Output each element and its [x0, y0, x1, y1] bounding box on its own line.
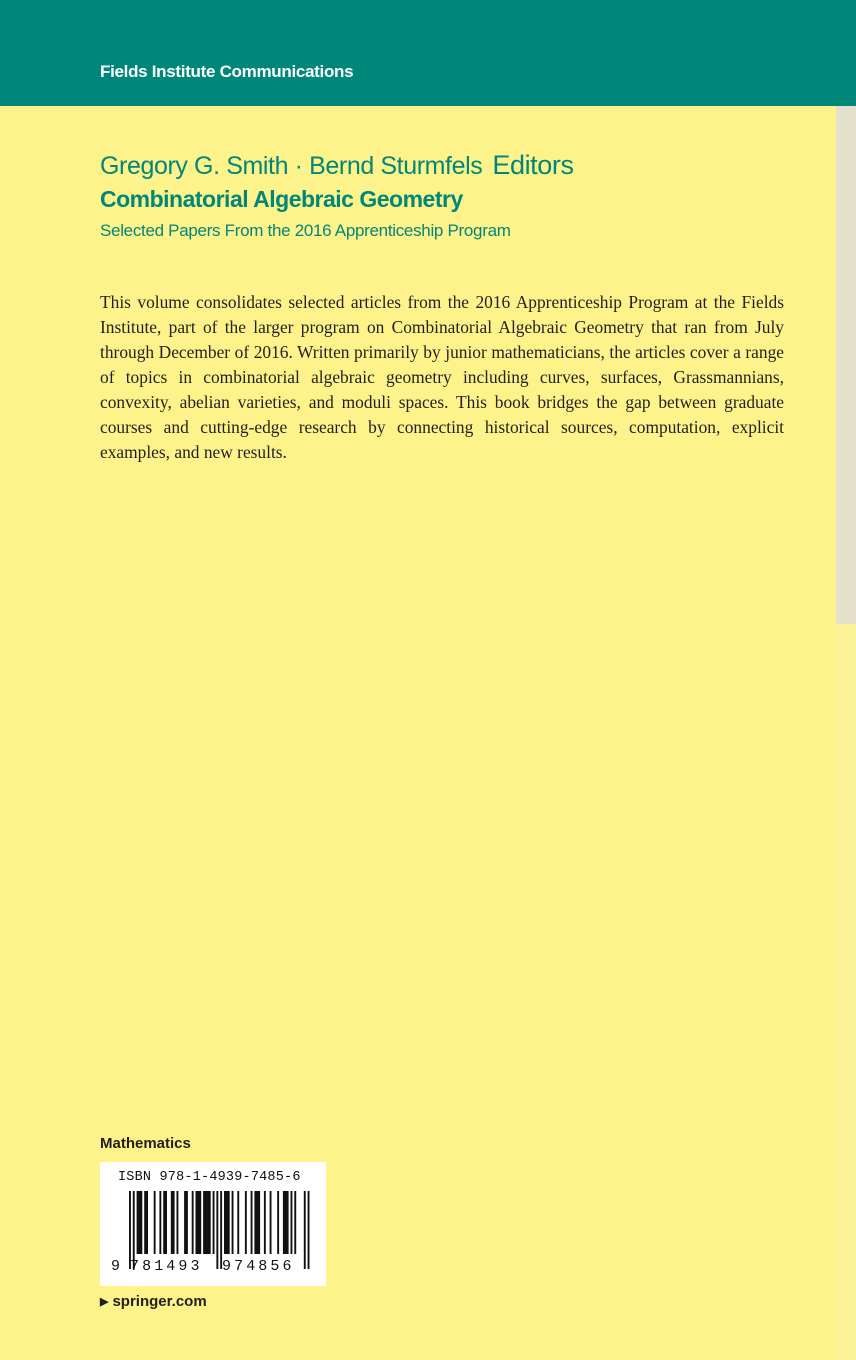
barcode-bar	[216, 1191, 218, 1269]
barcode-bar	[291, 1191, 293, 1254]
barcode-bar	[159, 1191, 161, 1254]
barcode-bar	[177, 1191, 179, 1254]
website-text: springer.com	[112, 1293, 207, 1310]
ean-left-digits: 781493	[130, 1258, 203, 1275]
barcode-bar	[224, 1191, 230, 1254]
barcode-bar	[308, 1191, 310, 1269]
barcode-bar	[251, 1191, 253, 1254]
barcode-bar	[237, 1191, 239, 1254]
barcode-bar	[232, 1191, 234, 1254]
ean-first-digit: 9	[111, 1258, 121, 1275]
subject-category: Mathematics	[100, 1135, 191, 1152]
barcode-bar	[283, 1191, 289, 1254]
arrow-right-icon: ▶	[100, 1296, 109, 1308]
book-subtitle: Selected Papers From the 2016 Apprenticeship Program	[100, 221, 511, 240]
barcode-bar	[294, 1191, 296, 1254]
barcode-bar	[264, 1191, 266, 1254]
barcode-bar	[163, 1191, 167, 1254]
barcode-bar	[144, 1191, 148, 1254]
barcode-bar	[277, 1191, 279, 1254]
website-link[interactable]	[100, 1293, 207, 1310]
editors-role: Editors	[492, 150, 574, 180]
ean-right-digits: 974856	[222, 1258, 295, 1275]
header-band	[0, 0, 856, 106]
barcode-bar	[304, 1191, 306, 1269]
barcode-bar	[171, 1191, 175, 1254]
barcode-bar	[192, 1191, 194, 1254]
barcode-bar	[154, 1191, 156, 1254]
barcode-bar	[137, 1191, 143, 1254]
description-text: This volume consolidates selected articles from the 2016 Apprenticeship Program at the Fields Institute, part of the larger program on Combinatorial Algebraic Geometry that ran from July through December of 2016. Written primarily by junior mathematicians, the articles cover a range of topics in combinatorial algebraic geometry including curves, surfaces, Grassmannians, convexity, abelian varieties, and moduli spaces. This book bridges the gap between graduate courses and cutting-edge research by connecting historical sources, computation, explicit examples, and new results.	[100, 292, 784, 462]
barcode-bar	[184, 1191, 188, 1254]
editors-line	[100, 150, 574, 181]
series-name: Fields Institute Communications	[100, 62, 354, 81]
book-title: Combinatorial Algebraic Geometry	[100, 186, 463, 212]
isbn-label: ISBN 978-1-4939-7485-6	[118, 1170, 301, 1185]
barcode-bar	[245, 1191, 247, 1254]
barcode-bar	[203, 1191, 211, 1254]
isbn-barcode	[100, 1162, 326, 1286]
spine-edge-upper	[836, 106, 856, 624]
barcode-bar	[196, 1191, 202, 1254]
editors-names: Gregory G. Smith · Bernd Sturmfels	[100, 152, 483, 180]
barcode-bar	[270, 1191, 272, 1254]
barcode-bar	[213, 1191, 215, 1254]
barcode-bar	[254, 1191, 260, 1254]
spine-edge-lower	[836, 624, 856, 1360]
